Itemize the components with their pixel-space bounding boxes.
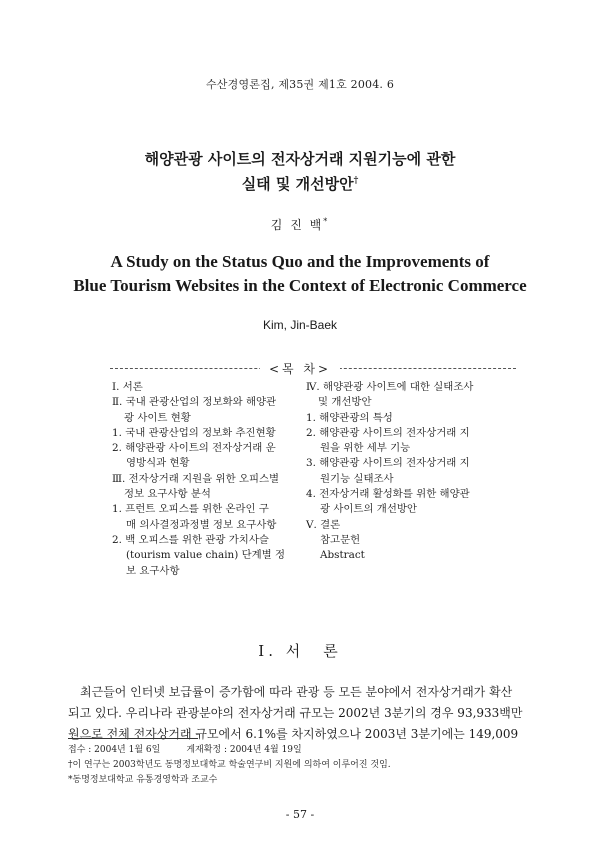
toc-right-column — [306, 380, 514, 564]
affiliation-footnote: *동명정보대학교 유통경영학과 조교수 — [68, 775, 218, 785]
english-title — [0, 250, 600, 298]
toc-item: 1. 프런트 오피스를 위한 온라인 구 — [112, 503, 269, 516]
body-line: 원으로 전체 전자상거래 규모에서 6.1%를 차지하였으나 2003년 3분기에는 149,009 — [68, 727, 519, 741]
footnotes — [68, 743, 538, 788]
toc-item: 원기능 실태조사 — [320, 472, 394, 485]
toc-label: <목 차> — [260, 360, 340, 377]
english-title-line1: A Study on the Status Quo and the Improvements of — [110, 252, 490, 271]
author-footnote-mark: * — [323, 217, 330, 226]
toc-item: 및 개선방안 — [318, 396, 372, 409]
toc-item: 2. 해양관광 사이트의 전자상거래 운 — [112, 442, 276, 455]
toc-item: Ⅱ. 국내 관광산업의 정보화와 해양관 — [112, 396, 277, 409]
toc-item: 정보 요구사항 분석 — [124, 488, 211, 501]
funding-footnote: †이 연구는 2003학년도 동명정보대학교 학술연구비 지원에 의하여 이루어진 것임. — [68, 760, 391, 770]
footnote-divider — [68, 738, 198, 739]
toc-item: Ⅳ. 해양관광 사이트에 대한 실태조사 — [306, 381, 474, 393]
body-line: 되고 있다. 우리나라 관광분야의 전자상거래 규모는 2002년 3분기의 경우 93,933백만 — [68, 706, 523, 720]
toc-item: Ⅰ. 서론 — [112, 381, 143, 393]
section-heading: Ⅰ. 서 론 — [258, 642, 342, 660]
korean-title-line2: 실태 및 개선방안 — [241, 175, 354, 193]
confirmed-date: 게재확정 : 2004년 4월 19일 — [186, 745, 302, 755]
toc-item: Ⅲ. 전자상거래 지원을 위한 오피스별 — [112, 472, 280, 485]
footnote-dates — [68, 743, 538, 758]
toc-item: 2. 해양관광 사이트의 전자상거래 지 — [306, 426, 470, 439]
english-author: Kim, Jin-Baek — [262, 318, 338, 332]
english-title-line2: Blue Tourism Websites in the Context of Electronic Commerce — [73, 276, 527, 295]
toc-item: 4. 전자상거래 활성화를 위한 해양관 — [306, 488, 470, 501]
body-line: 최근들어 인터넷 보급률이 증가함에 따라 관광 등 모든 분야에서 전자상거래가 확산 — [80, 685, 513, 699]
toc-item: 참고문헌 — [320, 533, 361, 546]
title-footnote-mark: † — [353, 176, 359, 186]
page-number: - 57 - — [285, 808, 315, 821]
toc-item: 3. 해양관광 사이트의 전자상거래 지 — [306, 457, 470, 470]
toc-item: 광 사이트 현황 — [124, 411, 191, 424]
toc-item: Abstract — [320, 549, 365, 562]
toc-item: 1. 국내 관광산업의 정보화 추진현황 — [112, 426, 276, 439]
toc-item: 매 의사결정과정별 정보 요구사항 — [126, 518, 277, 531]
toc-item: 2. 백 오피스를 위한 관광 가치사슬 — [112, 533, 269, 546]
toc-item: 1. 해양관광의 특성 — [306, 411, 393, 424]
journal-header: 수산경영론집, 제35권 제1호 2004. 6 — [205, 78, 395, 91]
toc-item: Ⅴ. 결론 — [306, 518, 341, 531]
received-date: 접수 : 2004년 1월 6일 — [68, 745, 161, 755]
korean-title — [0, 148, 600, 195]
toc-item: 원을 위한 세부 기능 — [320, 442, 411, 455]
korean-author-name: 김 진 백 — [270, 218, 324, 232]
toc-item: 광 사이트의 개선방안 — [320, 503, 417, 516]
toc-item: 영방식과 현황 — [126, 457, 190, 470]
korean-title-line1: 해양관광 사이트의 전자상거래 지원기능에 관한 — [144, 150, 456, 168]
body-paragraph — [68, 682, 536, 745]
toc-item: 보 요구사항 — [126, 564, 180, 577]
korean-author — [0, 216, 600, 233]
toc-left-column — [112, 380, 300, 579]
toc-item: (tourism value chain) 단계별 정 — [126, 549, 286, 562]
